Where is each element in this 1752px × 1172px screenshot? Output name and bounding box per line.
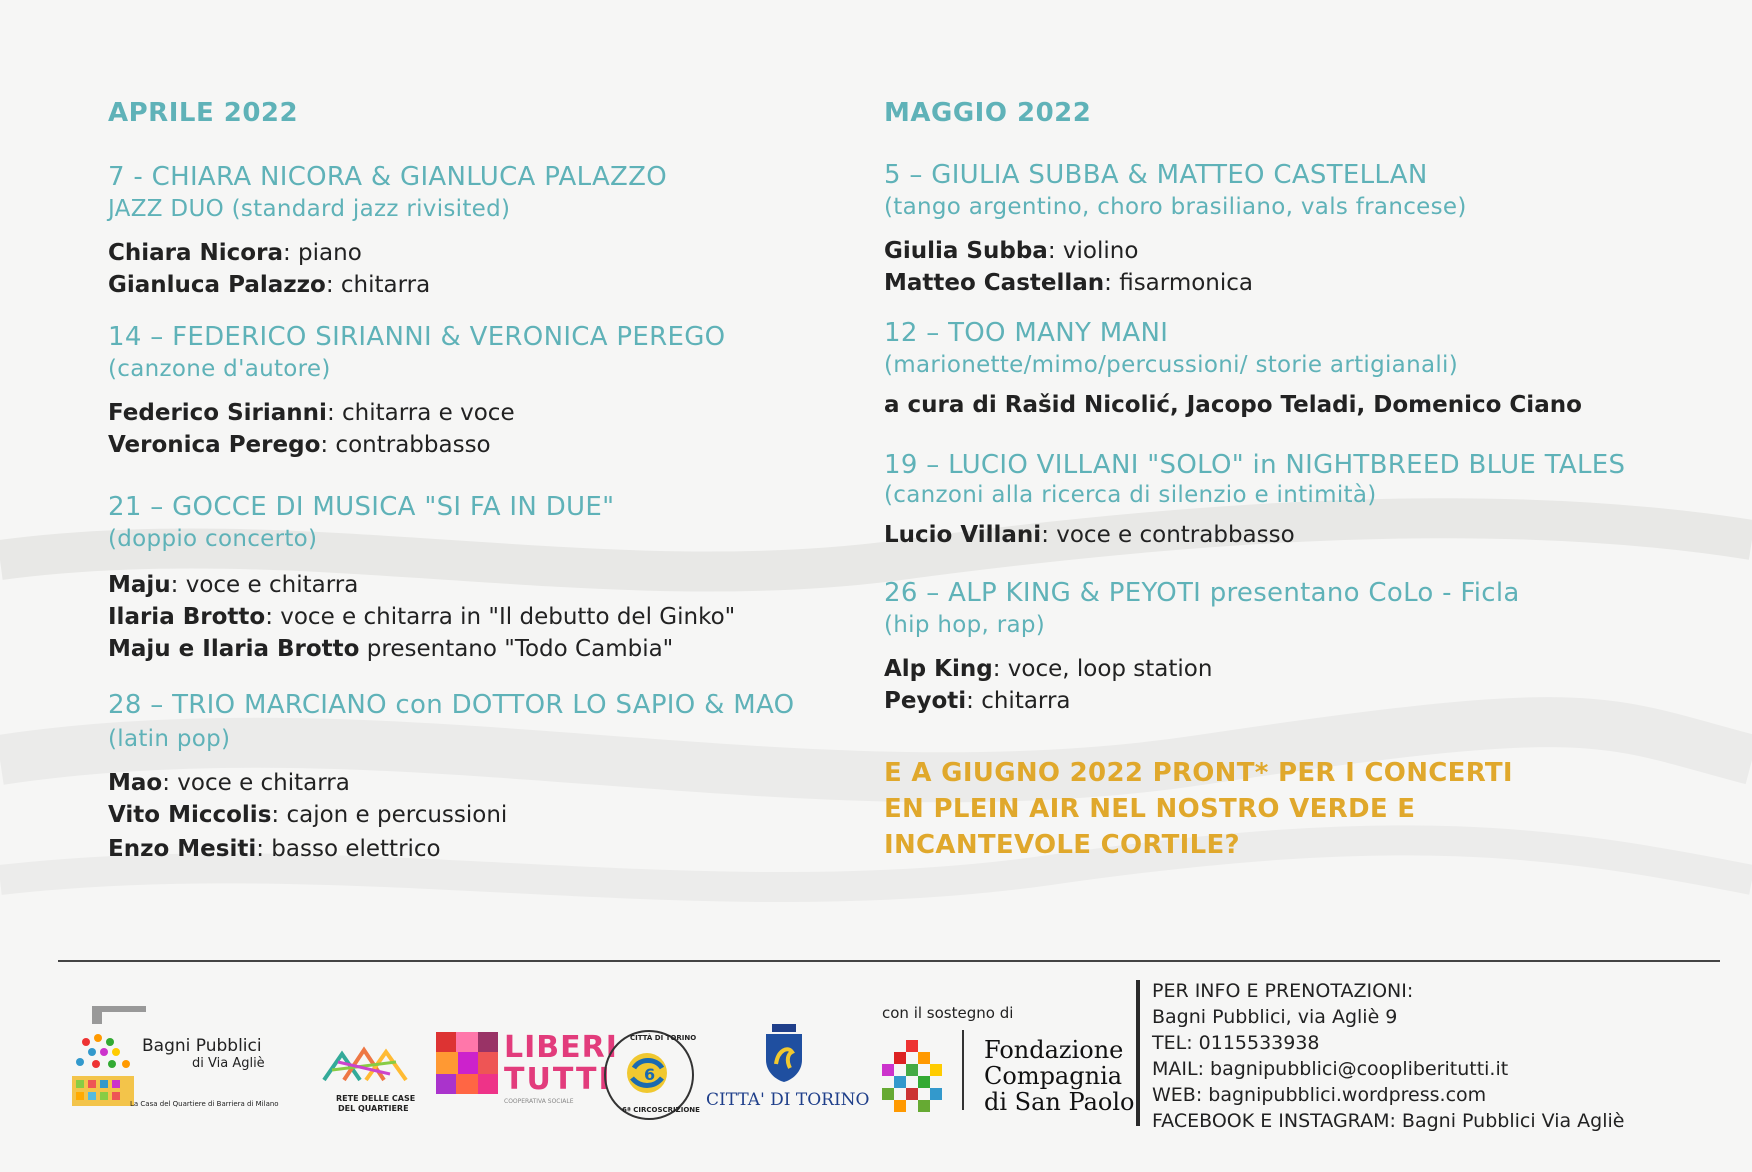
performer-line: a cura di Rašid Nicolić, Jacopo Teladi, Domenico Ciano — [884, 392, 1582, 418]
citta-torino-text: CITTA' DI TORINO — [706, 1090, 870, 1110]
performer-line: Gianluca Palazzo: chitarra — [108, 272, 431, 298]
event-title: 5 – GIULIA SUBBA & MATTEO CASTELLAN — [884, 160, 1428, 190]
performer-line: Maju e Ilaria Brotto presentano "Todo Cambia" — [108, 636, 674, 662]
event-title: 28 – TRIO MARCIANO con DOTTOR LO SAPIO & MAO — [108, 690, 795, 720]
fondazione-line3: di San Paolo — [984, 1088, 1135, 1116]
performer-line: Enzo Mesiti: basso elettrico — [108, 836, 441, 862]
performer-line: Giulia Subba: violino — [884, 238, 1139, 264]
footer-divider — [58, 960, 1720, 962]
event-title: 21 – GOCCE DI MUSICA "SI FA IN DUE" — [108, 492, 615, 522]
rete-case-quartiere-logo — [320, 1040, 420, 1113]
event-subtitle: (doppio concerto) — [108, 526, 318, 552]
performer-line: Matteo Castellan: fisarmonica — [884, 270, 1254, 296]
info-heading: PER INFO E PRENOTAZIONI: — [1152, 980, 1414, 1002]
performer-line: Veronica Perego: contrabbasso — [108, 432, 491, 458]
liberi-logo-tagline: COOPERATIVA SOCIALE — [504, 1098, 574, 1105]
support-label: con il sostegno di — [882, 1004, 1014, 1022]
rete-logo-line1: RETE DELLE CASE — [336, 1094, 416, 1103]
bagni-logo-tagline: La Casa del Quartiere di Barriera di Milano — [130, 1100, 279, 1108]
event-subtitle: (hip hop, rap) — [884, 612, 1046, 638]
event-title: 12 – TOO MANY MANI — [884, 318, 1169, 348]
event-title: 14 – FEDERICO SIRIANNI & VERONICA PEREGO — [108, 322, 726, 352]
bagni-logo-line1: Bagni Pubblici — [142, 1036, 262, 1056]
houses-network-icon — [320, 1040, 410, 1090]
fondazione-separator — [962, 1030, 964, 1110]
liberi-logo-line1: LIBERI — [504, 1030, 618, 1065]
event-title: 19 – LUCIO VILLANI "SOLO" in NIGHTBREED BLUE TALES — [884, 450, 1626, 480]
info-mail: MAIL: bagnipubblici@coopliberitutti.it — [1152, 1058, 1509, 1080]
fondazione-line1: Fondazione — [984, 1036, 1124, 1064]
info-web: WEB: bagnipubblici.wordpress.com — [1152, 1084, 1487, 1106]
liberi-tutti-logo — [436, 1030, 618, 1112]
event-title: 7 - CHIARA NICORA & GIANLUCA PALAZZO — [108, 162, 668, 192]
performer-line: Alp King: voce, loop station — [884, 656, 1213, 682]
performer-line: Vito Miccolis: cajon e percussioni — [108, 802, 508, 828]
performer-line: Mao: voce e chitarra — [108, 770, 350, 796]
event-subtitle: (marionette/mimo/percussioni/ storie artigianali) — [884, 352, 1458, 378]
performer-line: Maju: voce e chitarra — [108, 572, 359, 598]
info-social: FACEBOOK E INSTAGRAM: Bagni Pubblici Via Agliè — [1152, 1110, 1625, 1132]
info-phone: TEL: 0115533938 — [1152, 1032, 1320, 1054]
bagni-logo-line2: di Via Agliè — [192, 1056, 265, 1071]
april-header: APRILE 2022 — [108, 98, 299, 128]
june-announcement-line: INCANTEVOLE CORTILE? — [884, 830, 1240, 860]
event-subtitle: (latin pop) — [108, 726, 231, 752]
info-address: Bagni Pubblici, via Agliè 9 — [1152, 1006, 1398, 1028]
torino-crest-icon — [762, 1024, 806, 1084]
may-header: MAGGIO 2022 — [884, 98, 1092, 128]
performer-line: Chiara Nicora: piano — [108, 240, 362, 266]
bagni-pubblici-logo — [66, 1006, 296, 1116]
performer-line: Federico Sirianni: chitarra e voce — [108, 400, 515, 426]
event-subtitle: JAZZ DUO (standard jazz rivisited) — [108, 196, 511, 222]
info-bar — [1136, 980, 1140, 1126]
seal-top-text: CITTÀ DI TORINO — [630, 1034, 697, 1042]
citta-torino-logo — [706, 1024, 870, 1114]
performer-line: Lucio Villani: voce e contrabbasso — [884, 522, 1295, 548]
event-subtitle: (canzoni alla ricerca di silenzio e intimità) — [884, 482, 1377, 508]
fondazione-line2: Compagnia — [984, 1062, 1123, 1090]
fondazione-squares-icon — [882, 1040, 946, 1112]
liberi-logo-line2: TUTTI — [504, 1062, 612, 1097]
event-title: 26 – ALP KING & PEYOTI presentano CoLo - Ficla — [884, 578, 1520, 608]
performer-line: Peyoti: chitarra — [884, 688, 1071, 714]
june-announcement-line: E A GIUGNO 2022 PRONT* PER I CONCERTI — [884, 758, 1513, 788]
shower-icon — [66, 1006, 146, 1110]
june-announcement-line: EN PLEIN AIR NEL NOSTRO VERDE E — [884, 794, 1416, 824]
seal-bottom-text: 6ª CIRCOSCRIZIONE — [622, 1106, 700, 1114]
circoscrizione-seal — [604, 1030, 700, 1120]
performer-line: Ilaria Brotto: voce e chitarra in "Il debutto del Ginko" — [108, 604, 736, 630]
rete-logo-line2: DEL QUARTIERE — [338, 1104, 409, 1113]
seal-number: 6 — [644, 1065, 656, 1084]
mosaic-icon — [436, 1032, 498, 1094]
event-subtitle: (canzone d'autore) — [108, 356, 331, 382]
event-subtitle: (tango argentino, choro brasiliano, vals francese) — [884, 194, 1467, 220]
